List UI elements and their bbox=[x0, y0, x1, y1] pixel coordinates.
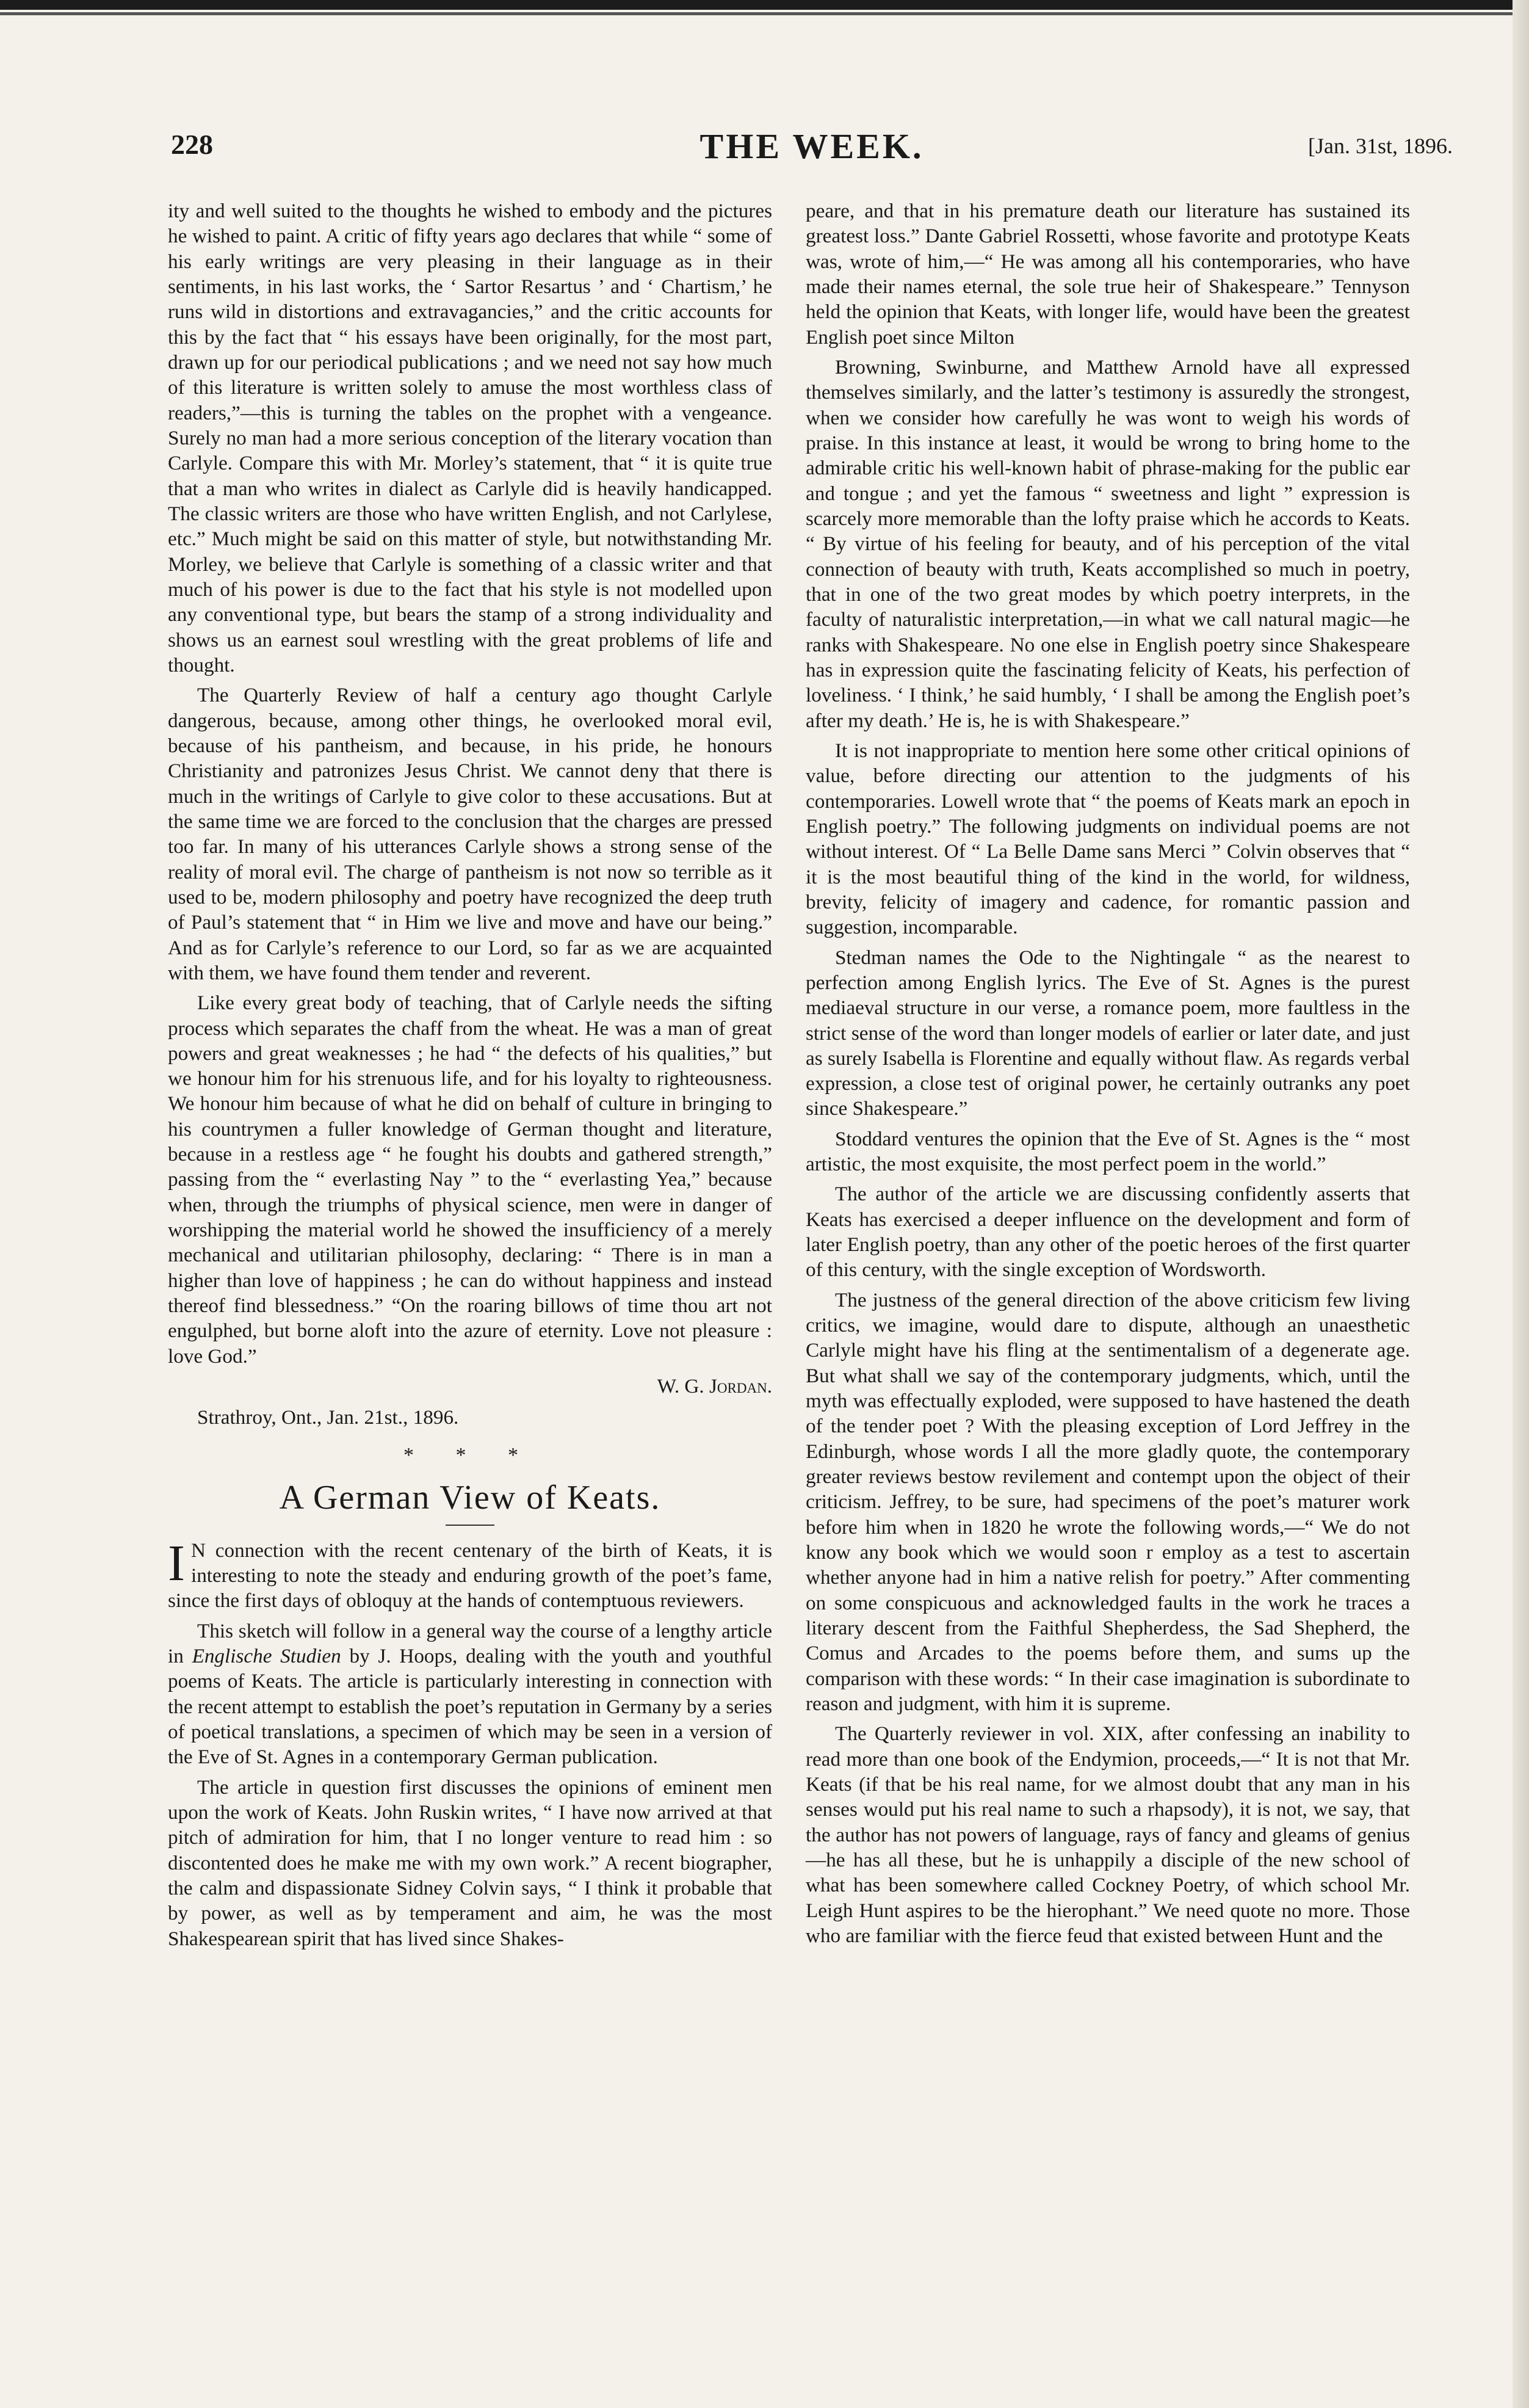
dateline: Strathroy, Ont., Jan. 21st., 1896. bbox=[197, 1406, 459, 1429]
paragraph-text: N connection with the recent centenary of the birth of Keats, it is interesting to note the steady and enduring growth of the poet’s fame, since the first days of obloquy at the hands of contemptuous reviewers. bbox=[168, 1539, 772, 1612]
paragraph-text: by J. Hoops, dealing with the youth and youthful poems of Keats. The article is particularly interesting in connection with the recent attempt to establish the poet’s reputation in Germany by a series of poetical translations, a specimen of which may be seen in a version of the Eve of St. Agnes in a contemporary German publication. bbox=[168, 1645, 772, 1769]
title-rule bbox=[446, 1525, 494, 1526]
paragraph bbox=[168, 1619, 772, 1770]
paragraph: The article in question first discusses the opinions of eminent men upon the work of Keats. John Ruskin writes, “ I have now arrived at that pitch of admiration for him, that I no longer venture to read him : so discontented does he make me with my own work.” A recent biographer, the calm and dispassionate Sidney Colvin says, “ I think it probable that by power, as well as by temperament and aim, he was the most Shakespearean spirit that has lived since Shakes- bbox=[168, 1775, 772, 1950]
masthead: THE WEEK. bbox=[699, 126, 924, 166]
paragraph-text: This sketch will follow in a general way the course of a lengthy article in bbox=[168, 1619, 772, 1668]
top-border bbox=[0, 0, 1529, 10]
article-title: A German View of Keats. bbox=[279, 1479, 661, 1517]
section-separator: * * * bbox=[403, 1443, 537, 1467]
paragraph: ity and well suited to the thoughts he wished to embody and the pictures he wished to paint. A critic of fifty years ago declares that while “ some of his early writings are very pleasing in their language as in their sentiments, in his last works, the ‘ Sartor Resartus ’ and ‘ Chartism,’ he runs wild in distortions and extravagancies,” and the critic accounts for this by the fact that “ his essays have been originally, for the most part, drawn up for our periodical publications ; and we need not say how much of this literature is written solely to amuse the most worthless class of readers,”—this is turning the tables on the prophet with a vengeance. Surely no man had a more serious conception of the literary vocation than Carlyle. Compare this with Mr. Morley’s statement, that “ it is quite true that a man who writes in dialect as Carlyle did is heavily handicapped. The classic writers are those who have written English, and not Carlylese, etc.” Much might be said on this matter of style, but notwithstanding Mr. Morley, we believe that Carlyle is something of a classic writer and that much of his power is due to the fact that his style is not modelled upon any conventional type, but bears the stamp of a strong individuality and shows us an earnest soul wrestling with the great problems of life and thought. bbox=[168, 200, 772, 676]
top-border-rule bbox=[0, 12, 1529, 15]
paragraph: The Quarterly Review of half a century ago thought Carlyle dangerous, because, among other things, he overlooked moral evil, because of his pantheism, and because, in his pride, he honours Christianity and patronizes Jesus Christ. We cannot deny that there is much in the writings of Carlyle to give color to these accusations. But at the same time we are forced to the conclusion that the charges are pressed too far. In many of his utterances Carlyle shows a strong sense of the reality of moral evil. The charge of pantheism is not now so terrible as it used to be, modern philosophy and poetry have recognized the deep truth of Paul’s statement that “ in Him we live and move and have our being.” And as for Carlyle’s reference to our Lord, so far as we are acquainted with them, we have found them tender and reverent. bbox=[168, 684, 772, 984]
right-column bbox=[806, 198, 1410, 2372]
paragraph: Like every great body of teaching, that of Carlyle needs the sifting process which separates the chaff from the wheat. He was a man of great powers and great weaknesses ; he had “ the defects of his qualities,” but we honour him for his strenuous life, and for his loyalty to righteousness. We honour him because of what he did on behalf of culture in bringing to his countrymen a fuller knowledge of German thought and literature, because in a restless age “ he fought his doubts and gathered strength,” passing from the “ everlasting Nay ” to the “ everlasting Yea,” because when, through the triumphs of physical science, men were in danger of worshipping the material world he showed the insufficiency of a merely mechanical and utilitarian philosophy, declaring: “ There is in man a higher than love of happiness ; he can do without happiness and instead thereof find blessedness.” “On the roaring billows of time thou art not engulphed, but borne aloft into the azure of eternity. Love not pleasure : love God.” bbox=[168, 992, 772, 1368]
drop-cap: I bbox=[168, 1534, 185, 1592]
journal-title: Englische Studien bbox=[192, 1645, 341, 1668]
paragraph: The justness of the general direction of the above criticism few living critics, we imagine, would dare to dispute, although an unaesthetic Carlyle might have his fling at the sentimentalism of a degenerate age. But what shall we say of the contemporary judgments, which, until the myth was effectually exploded, were supposed to have hastened the death of the tender poet ? With the pleasing exception of Lord Jeffrey in the Edinburgh, whose words I all the more gladly quote, the contemporary greater reviews bestow revilement and contempt upon the object of their criticism. Jeffrey, to be sure, had specimens of the poet’s maturer work before him when in 1820 he wrote the following words,—“ We do not know any book which we would soon r employ as a test to ascertain whether anyone had in him a native relish for poetry.” After commenting on some conspicuous and acknowledged faults in the work he traces a literary descent from the Faithful Shepherdess, the Sad Shepherd, the Comus and Arcades to the poems before them, and sums up the comparison with these words: “ In their case imagination is subordinate to reason and judgment, with him it is supreme. bbox=[806, 1288, 1410, 1716]
issue-date: [Jan. 31st, 1896. bbox=[1308, 134, 1453, 158]
paragraph: The author of the article we are discussing confidently asserts that Keats has exercised a deeper influence on the development and form of later English poetry, than any other of the poetic heroes of the first quarter of this century, with the single exception of Wordsworth. bbox=[806, 1183, 1410, 1282]
paragraph-with-dropcap bbox=[168, 1534, 772, 1614]
paragraph: peare, and that in his premature death our literature has sustained its greatest loss.” Dante Gabriel Rossetti, whose favorite and prototype Keats was, wrote of him,—“ He was among all his contemporaries, who have made their names eternal, the sole true heir of Shakespeare.” Tennyson held the opinion that Keats, with longer life, would have been the greatest English poet since Milton bbox=[806, 200, 1410, 349]
paragraph: The Quarterly reviewer in vol. XIX, after confessing an inability to read more than one book of the Endymion, proceeds,—“ It is not that Mr. Keats (if that be his real name, for we almost doubt that any man in his senses would put his real name to such a rhapsody), it is not, we say, that the author has not powers of language, rays of fancy and gleams of genius—he has all these, but he is unhappily a disciple of the new school of what has been somewhere called Cockney Poetry, of which school Mr. Leigh Hunt aspires to be the hierophant.” We need quote no more. Those who are familiar with the fierce feud that existed between Hunt and the bbox=[806, 1722, 1410, 1947]
left-column bbox=[168, 198, 772, 2372]
paragraph: Browning, Swinburne, and Matthew Arnold have all expressed themselves similarly, and the latter’s testimony is assuredly the strongest, when we consider how carefully he was wont to weigh his words of praise. In this instance at least, it would be wrong to bring home to the admirable critic his well-known habit of phrase-making for the public ear and tongue ; and yet the famous “ sweetness and light ” expression is scarcely more memorable than the lofty praise which he accords to Keats. “ By virtue of his feeling for beauty, and of his perception of the vital connection of beauty with truth, Keats accomplished so much in poetry, that in one of the two great modes by which poetry interprets, in the faculty of naturalistic interpretation,—in what we call natural magic—he ranks with Shakespeare. No one else in English poetry since Shakespeare has in expression quite the fascinating felicity of Keats, his perfection of loveliness. ‘ I think,’ he said humbly, ‘ I shall be among the English poet’s after my death.’ He is, he is with Shakespeare.” bbox=[806, 355, 1410, 732]
page-header bbox=[171, 128, 1453, 171]
author-signature: W. G. Jordan. bbox=[657, 1375, 772, 1398]
paragraph: Stedman names the Ode to the Nightingale “ as the nearest to perfection among English lyrics. The Eve of St. Agnes is the purest mediaeval structure in our verse, a romance poem, more faultless in the strict sense of the word than longer models of earlier or later date, and just as surely Isabella is Florentine and equally without flaw. As regards verbal expression, a close test of original power, he certainly outranks any poet since Shakespeare.” bbox=[806, 946, 1410, 1120]
page-number: 228 bbox=[171, 129, 213, 160]
paragraph: It is not inappropriate to mention here some other critical opinions of value, before directing our attention to the judgments of his contemporaries. Lowell wrote that “ the poems of Keats mark an epoch in English poetry.” The following judgments on individual poems are not without interest. Of “ La Belle Dame sans Merci ” Colvin observes that “ it is the most beautiful thing of the kind in the world, for wildness, brevity, felicity of imagery and cadence, for romantic passion and suggestion, incomparable. bbox=[806, 739, 1410, 939]
page-edge bbox=[1513, 0, 1529, 2408]
paragraph: Stoddard ventures the opinion that the Eve of St. Agnes is the “ most artistic, the most exquisite, the most perfect poem in the world.” bbox=[806, 1127, 1410, 1176]
